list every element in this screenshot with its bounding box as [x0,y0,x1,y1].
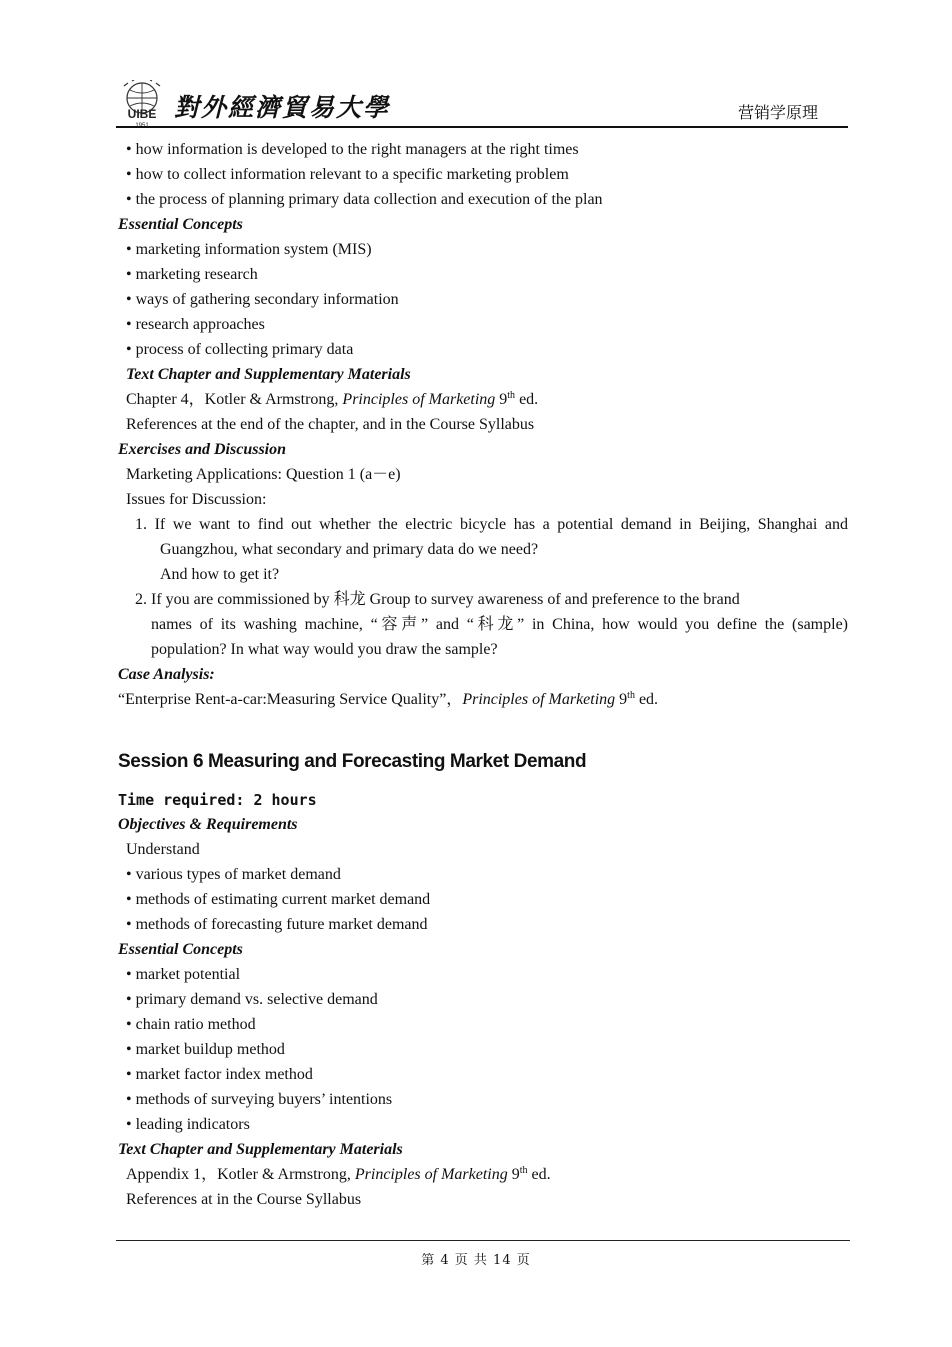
list-item: • marketing information system (MIS) [126,241,372,258]
edition-number: 9 [507,1166,520,1183]
essential-concepts-heading: Essential Concepts [118,216,243,233]
discussion-question-2-cont: names of its washing machine, “容声” and “科龙” in China, how would you define the (sample) [151,616,848,633]
references-line: References at in the Course Syllabus [126,1191,362,1208]
list-item: • the process of planning primary data collection and execution of the plan [126,191,603,208]
footer-divider [116,1240,850,1241]
list-item: • market potential [126,966,241,983]
exercises-heading: Exercises and Discussion [118,441,287,458]
page-header [116,76,848,128]
objectives-heading: Objectives & Requirements [118,816,298,833]
text-chapter-heading: Text Chapter and Supplementary Materials [126,366,411,383]
university-logo [116,80,168,128]
chapter-reference [126,390,538,410]
list-item: • methods of estimating current market demand [126,891,431,908]
understand-label: Understand [126,841,200,858]
list-item: • ways of gathering secondary information [126,291,399,308]
list-item: • process of collecting primary data [126,341,354,358]
book-title: Principles of Marketing [462,691,616,708]
course-name: 营销学原理 [737,103,818,122]
discussion-question-1-cont: And how to get it? [160,566,280,583]
marketing-applications: Marketing Applications: Question 1 (a－e) [126,466,401,483]
university-name: 對外經濟貿易大學 [174,93,391,122]
list-item: • methods of forecasting future market demand [126,916,428,933]
discussion-question-1-cont: Guangzhou, what secondary and primary data do we need? [160,541,539,558]
issues-label: Issues for Discussion: [126,491,267,508]
book-title: Principles of Marketing [354,1166,508,1183]
discussion-question-2: 2. If you are commissioned by 科龙 Group to survey awareness of and preference to the brand [135,591,740,608]
discussion-question-1: 1. If we want to find out whether the electric bicycle has a potential demand in Beijing, Shanghai and [135,516,848,533]
discussion-question-2-cont: population? In what way would you draw the sample? [151,641,498,658]
book-title: Principles of Marketing [342,391,496,408]
header-divider [116,126,848,128]
list-item: • leading indicators [126,1116,250,1133]
list-item: • marketing research [126,266,258,283]
edition-superscript: th [507,390,516,401]
list-item: • methods of surveying buyers’ intentions [126,1091,393,1108]
essential-concepts-heading: Essential Concepts [118,941,243,958]
list-item: • how to collect information relevant to a specific marketing problem [126,166,569,183]
svg-text:UIBE: UIBE [127,107,157,121]
time-required: Time required: 2 hours [118,791,317,809]
case-reference [118,690,658,710]
edition-number: 9 [615,691,628,708]
page-number: 第 4 页 共 14 页 [421,1253,531,1268]
list-item: • various types of market demand [126,866,341,883]
list-item: • market factor index method [126,1066,313,1083]
list-item: • primary demand vs. selective demand [126,991,378,1008]
appendix-prefix: Appendix 1，Kotler & Armstrong, [126,1166,355,1183]
list-item: • research approaches [126,316,265,333]
edition-suffix: ed. [515,391,539,408]
appendix-reference [126,1165,551,1185]
case-title: “Enterprise Rent-a-car:Measuring Service Quality”， [118,691,463,708]
edition-suffix: ed. [527,1166,551,1183]
text-chapter-heading: Text Chapter and Supplementary Materials [118,1141,403,1158]
edition-number: 9 [495,391,508,408]
references-line: References at the end of the chapter, and in the Course Syllabus [126,416,535,433]
edition-superscript: th [519,1165,528,1176]
edition-suffix: ed. [634,691,659,708]
list-item: • how information is developed to the right managers at the right times [126,141,579,158]
list-item: • market buildup method [126,1041,285,1058]
case-analysis-heading: Case Analysis: [118,666,215,683]
session-6-title: Session 6 Measuring and Forecasting Market Demand [118,751,587,772]
chapter-prefix: Chapter 4，Kotler & Armstrong, [126,391,343,408]
edition-superscript: th [627,690,635,701]
list-item: • chain ratio method [126,1016,256,1033]
